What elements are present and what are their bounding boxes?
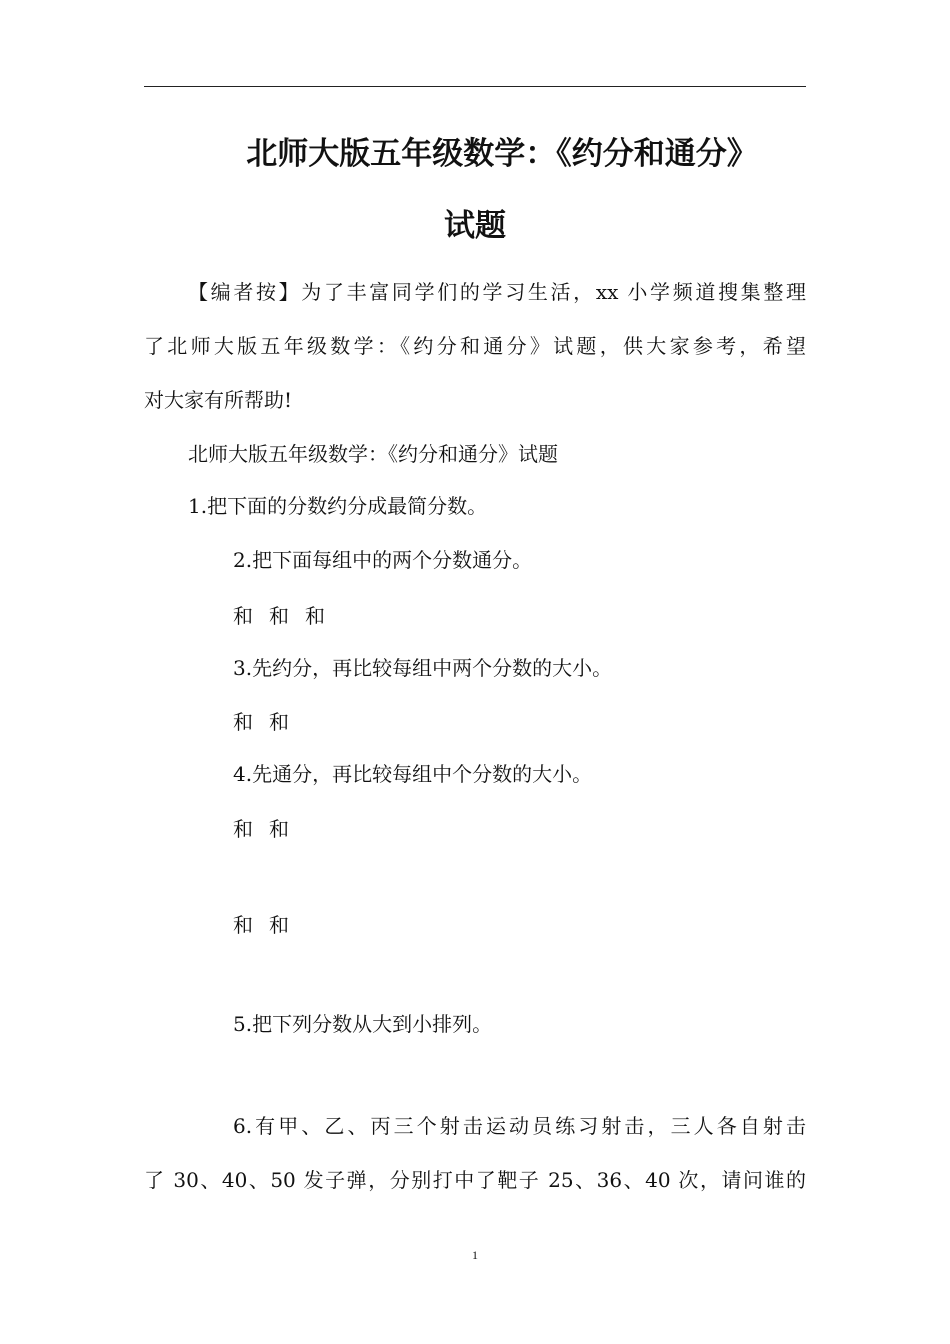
- and-word: 和: [305, 604, 325, 628]
- and-word: 和: [269, 817, 289, 841]
- question-2: 2.把下面每组中的两个分数通分。: [233, 548, 533, 572]
- header-rule: [144, 86, 806, 87]
- page-number: 1: [472, 1248, 478, 1262]
- intro-line-3: 对大家有所帮助!: [144, 388, 293, 412]
- question-3: 3.先约分，再比较每组中两个分数的大小。: [233, 656, 613, 680]
- intro-line-1: 【编者按】为了丰富同学们的学习生活，xx 小学频道搜集整理: [188, 280, 806, 304]
- document-title-line1: 北师大版五年级数学：《约分和通分》: [246, 136, 758, 172]
- and-word: 和: [269, 604, 289, 628]
- intro-line-2: 了北师大版五年级数学：《约分和通分》试题，供大家参考，希望: [144, 334, 806, 358]
- question-4-row-1: [233, 815, 289, 843]
- and-word: 和: [233, 817, 253, 841]
- question-4-row-2: [233, 911, 289, 939]
- and-word: 和: [269, 913, 289, 937]
- question-5: 5.把下列分数从大到小排列。: [233, 1012, 493, 1036]
- and-word: 和: [269, 710, 289, 734]
- and-word: 和: [233, 913, 253, 937]
- question-6-line-2: 了 30、40、50 发子弹，分别打中了靶子 25、36、40 次，请问谁的: [144, 1168, 806, 1192]
- and-word: 和: [233, 710, 253, 734]
- and-word: 和: [233, 604, 253, 628]
- question-2-row: [233, 602, 325, 630]
- question-1: 1.把下面的分数约分成最简分数。: [188, 494, 488, 518]
- question-3-row: [233, 708, 289, 736]
- document-title-line2: 试题: [444, 208, 506, 244]
- subheading: 北师大版五年级数学：《约分和通分》试题: [188, 442, 558, 466]
- question-4: 4.先通分，再比较每组中个分数的大小。: [233, 762, 593, 786]
- question-6-line-1: 6.有甲、乙、丙三个射击运动员练习射击，三人各自射击: [233, 1114, 806, 1138]
